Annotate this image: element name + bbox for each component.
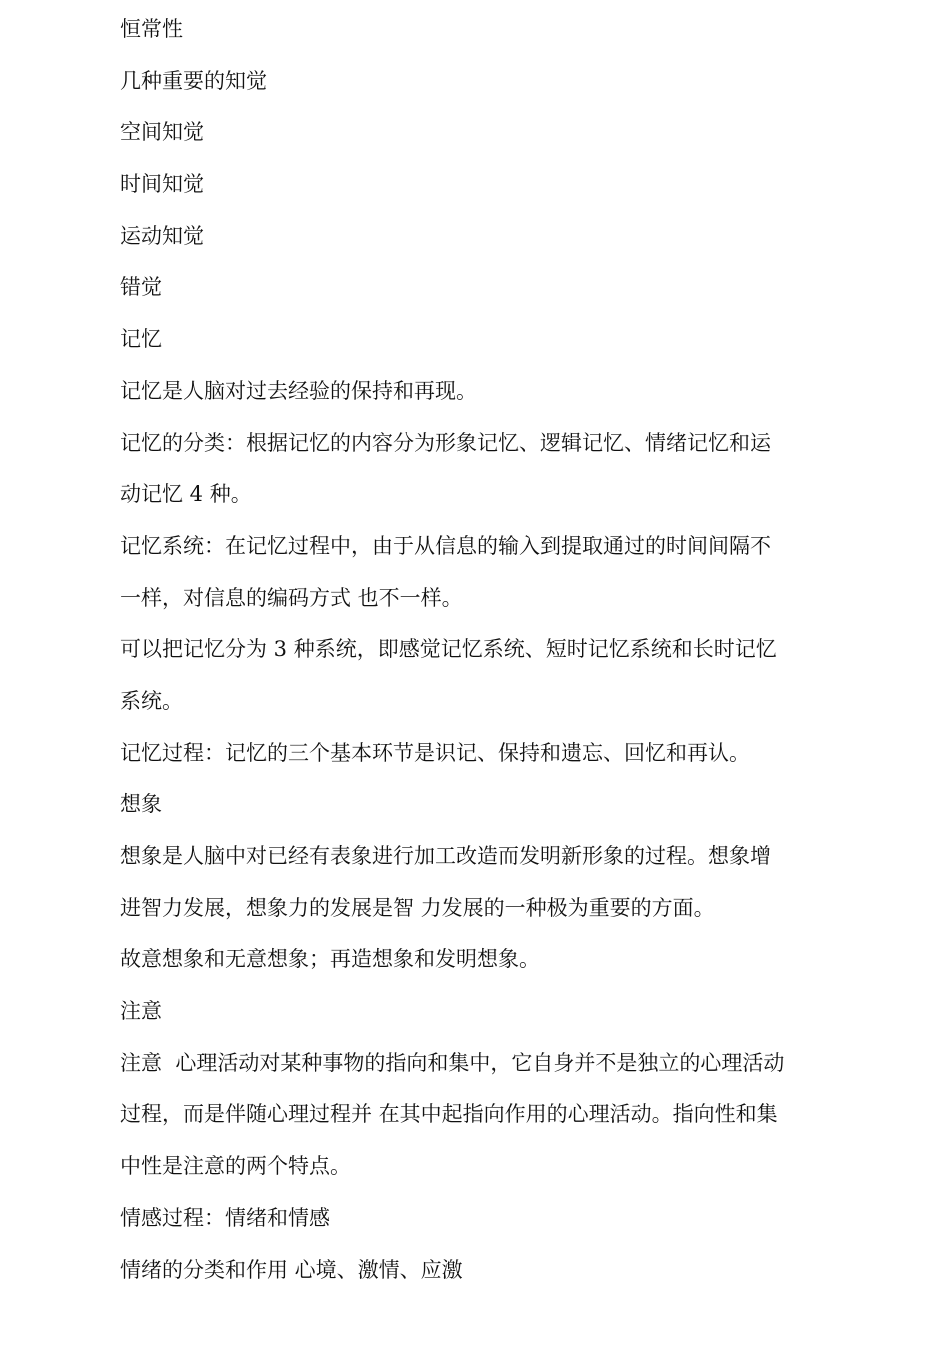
paragraph-memory-classification-line-2: 动记忆 4 种。 [120, 482, 252, 507]
paragraph-memory-process: 记忆过程：记忆的三个基本环节是识记、保持和遗忘、回忆和再认。 [120, 740, 750, 765]
heading-memory: 记忆 [120, 327, 162, 352]
paragraph-attention-definition-line-3: 中性是注意的两个特点。 [120, 1154, 351, 1179]
item-space-perception: 空间知觉 [120, 120, 204, 145]
heading-imagination: 想象 [120, 792, 162, 817]
item-time-perception: 时间知觉 [120, 172, 204, 197]
paragraph-memory-three-systems-line-1: 可以把记忆分为 3 种系统，即感觉记忆系统、短时记忆系统和长时记忆 [120, 637, 777, 662]
document-page [120, 12, 830, 1304]
paragraph-imagination-definition-line-1: 想象是人脑中对已经有表象进行加工改造而发明新形象的过程。想象增 [120, 844, 771, 868]
paragraph-attention-definition-line-2: 过程，而是伴随心理过程并 在其中起指向作用的心理活动。指向性和集 [120, 1102, 778, 1127]
paragraph-emotion-classification: 情绪的分类和作用 心境、激情、应激 [120, 1257, 463, 1282]
paragraph-memory-definition: 记忆是人脑对过去经验的保持和再现。 [120, 378, 477, 403]
paragraph-imagination-definition-line-2: 进智力发展，想象力的发展是智 力发展的一种极为重要的方面。 [120, 895, 715, 920]
paragraph-attention-definition-line-1: 注意 心理活动对某种事物的指向和集中，它自身并不是独立的心理活动 [120, 1050, 785, 1075]
heading-important-perceptions: 几种重要的知觉 [120, 68, 267, 93]
paragraph-imagination-types: 故意想象和无意想象；再造想象和发明想象。 [120, 947, 540, 972]
heading-constancy: 恒常性 [120, 17, 183, 41]
heading-attention: 注意 [120, 999, 162, 1024]
paragraph-memory-system-line-1: 记忆系统：在记忆过程中，由于从信息的输入到提取通过的时间间隔不 [120, 533, 771, 558]
paragraph-memory-classification-line-1: 记忆的分类：根据记忆的内容分为形象记忆、逻辑记忆、情绪记忆和运 [120, 430, 771, 455]
paragraph-memory-three-systems-line-2: 系统。 [120, 688, 183, 713]
item-illusion: 错觉 [120, 275, 162, 300]
heading-emotion-process: 情感过程：情绪和情感 [120, 1205, 330, 1230]
item-motion-perception: 运动知觉 [120, 223, 204, 248]
paragraph-memory-system-line-2: 一样，对信息的编码方式 也不一样。 [120, 585, 463, 610]
